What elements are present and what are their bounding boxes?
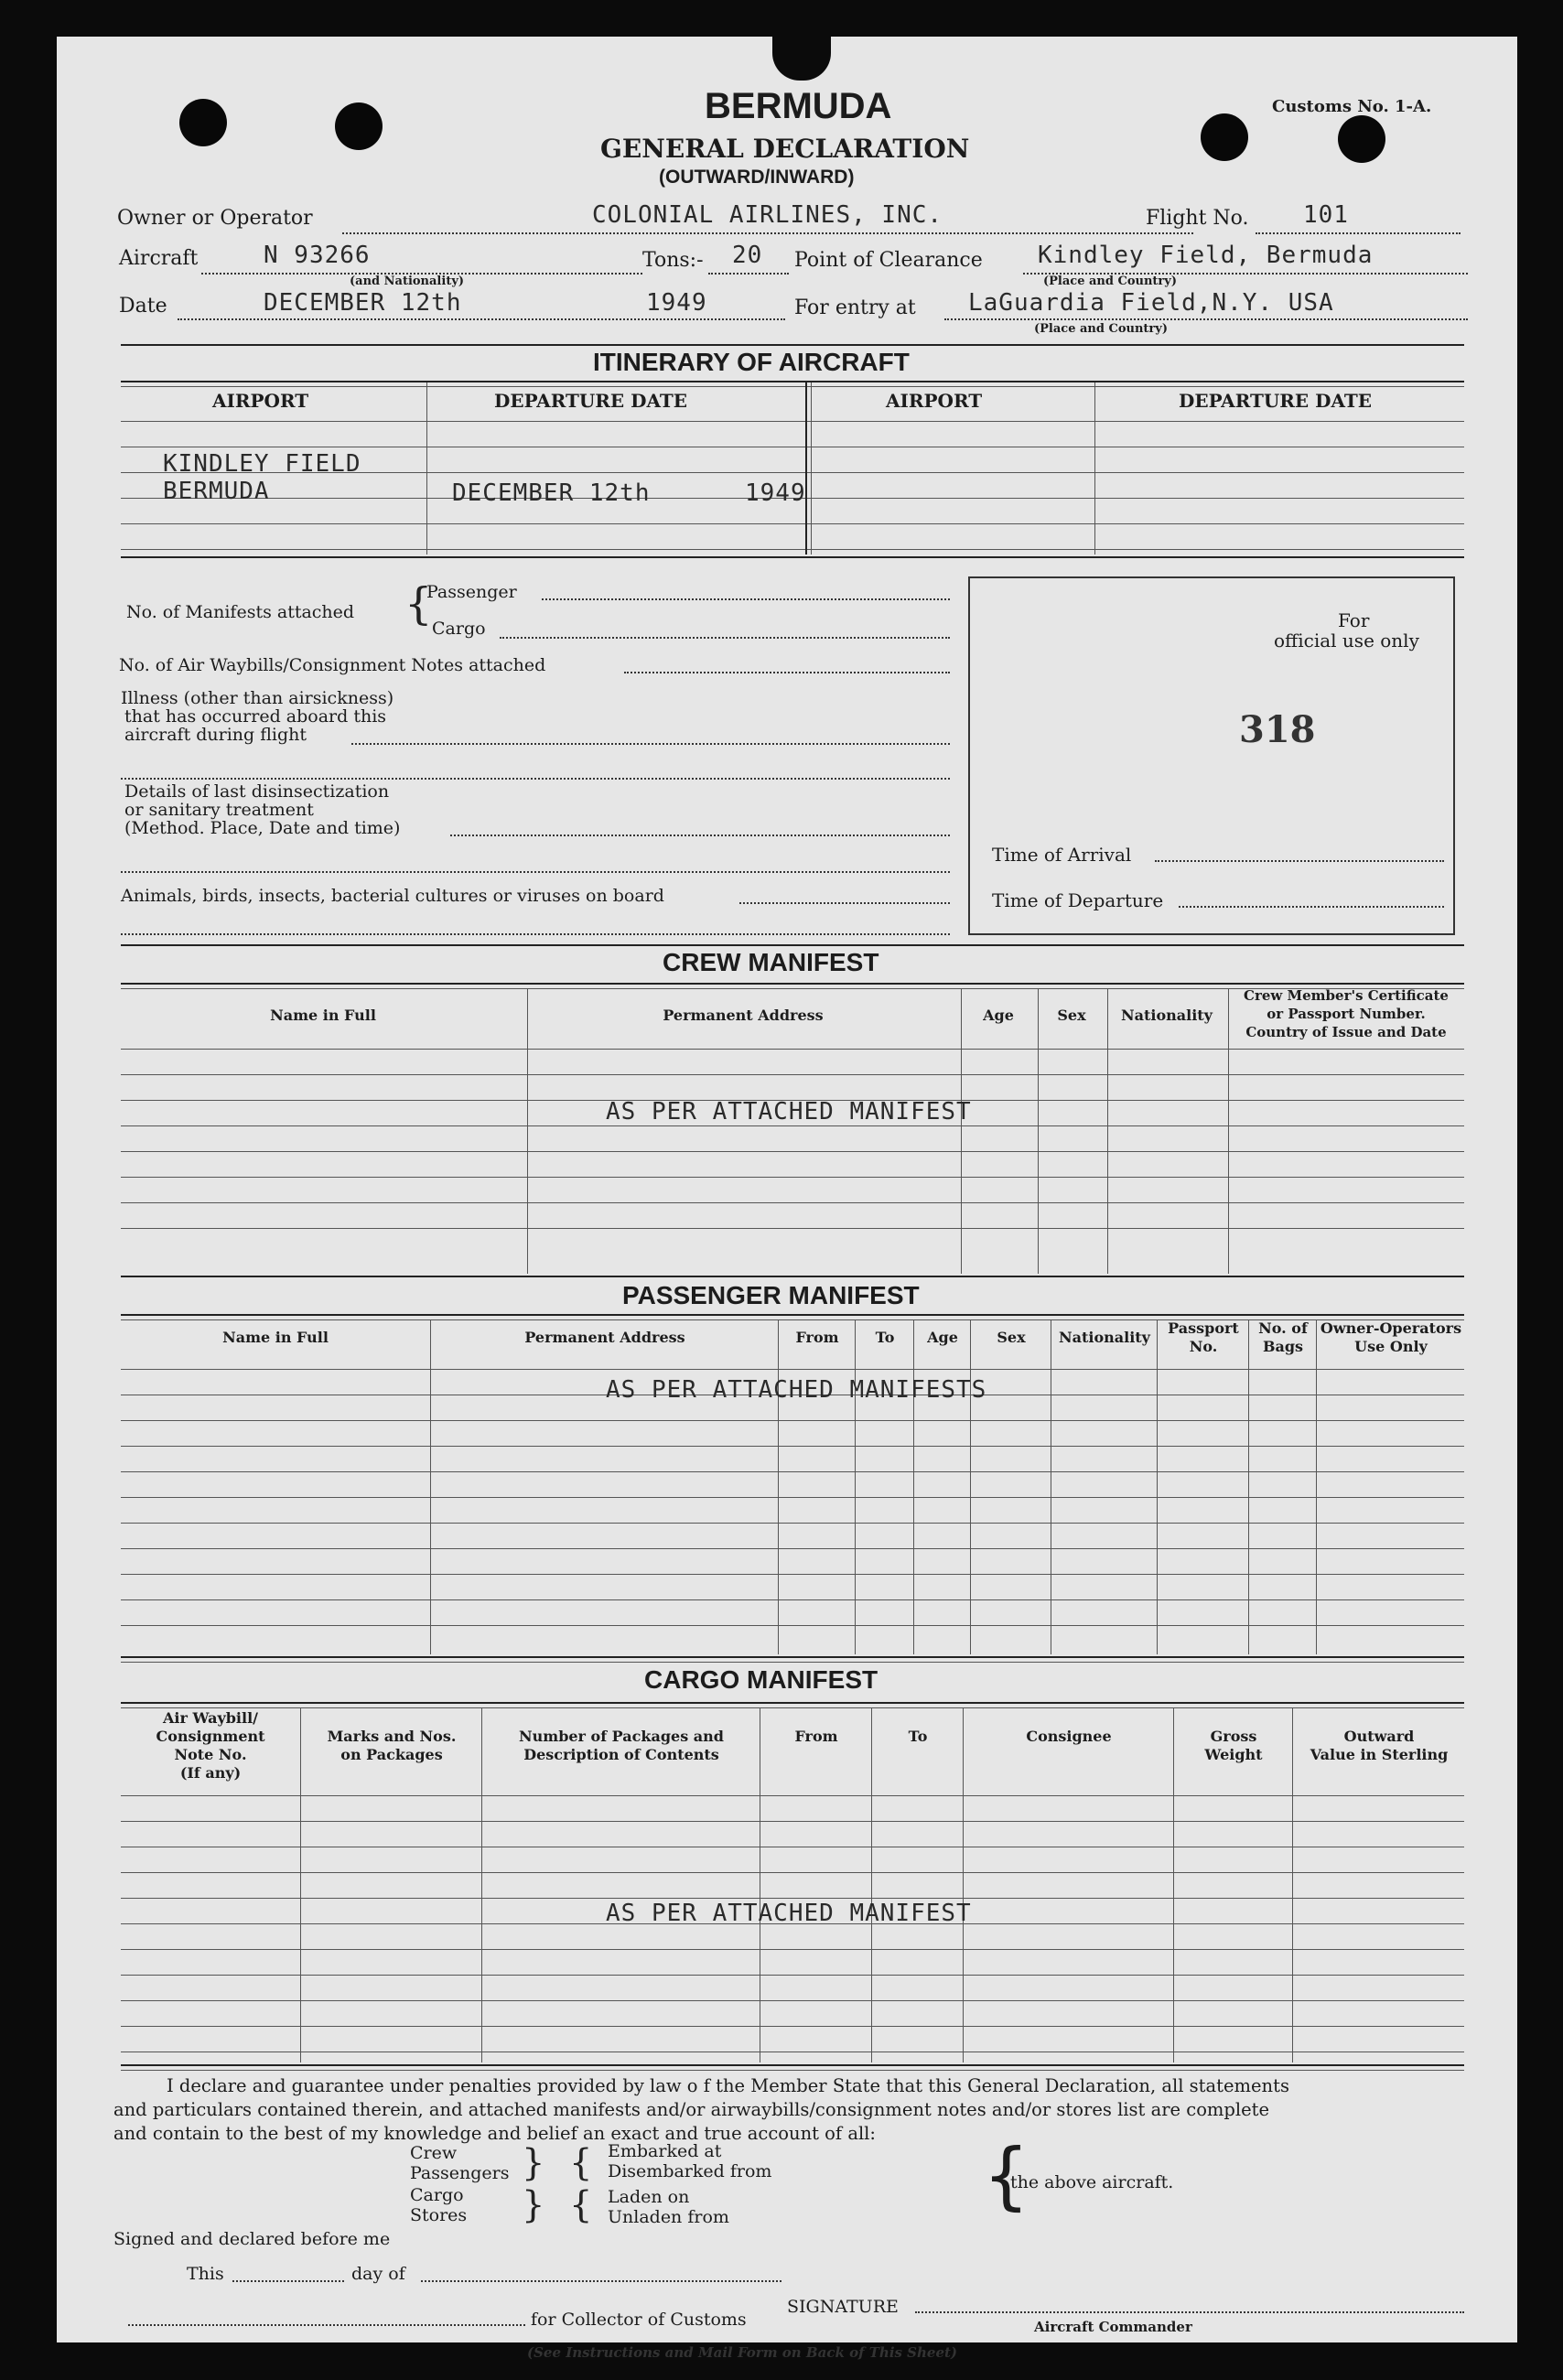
cargo-col-marks-2: on Packages	[340, 1746, 443, 1763]
rule	[121, 1795, 1464, 1796]
torn-notch	[772, 37, 831, 81]
declaration-form	[57, 37, 1517, 2361]
date-value: DECEMBER 12th	[264, 289, 462, 317]
crew-col-certificate-3: Country of Issue and Date	[1245, 1024, 1447, 1040]
rule	[121, 549, 1464, 550]
rule	[121, 983, 1464, 985]
rule	[1038, 988, 1039, 1274]
rule	[121, 1497, 1464, 1498]
disinsect-line-2: or sanitary treatment	[124, 800, 314, 820]
crew-col-name: Name in Full	[270, 1007, 376, 1024]
passenger-col-bags-2: Bags	[1262, 1338, 1304, 1355]
clearance-value: Kindley Field, Bermuda	[1038, 242, 1374, 269]
punch-hole	[335, 102, 383, 150]
passenger-col-address: Permanent Address	[524, 1329, 685, 1346]
crew-col-address: Permanent Address	[663, 1007, 824, 1024]
entry-label: For entry at	[794, 296, 916, 319]
cargo-col-waybill-4: (If any)	[179, 1764, 242, 1782]
manifests-label: No. of Manifests attached	[126, 602, 355, 622]
owner-label: Owner or Operator	[117, 207, 313, 230]
rule	[121, 1548, 1464, 1549]
rule	[121, 1702, 1464, 1704]
rule	[121, 1125, 1464, 1126]
crew-title: CREW MANIFEST	[663, 948, 879, 976]
aircraft-value: N 93266	[264, 242, 371, 269]
disinsect-line-3: (Method. Place, Date and time)	[124, 818, 401, 838]
rule	[121, 1369, 1464, 1370]
itinerary-col-departure: DEPARTURE DATE	[494, 390, 688, 412]
rule	[121, 1898, 1464, 1899]
passenger-col-passport-1: Passport	[1168, 1319, 1239, 1337]
tons-line	[708, 273, 789, 275]
rule	[430, 1319, 431, 1654]
cargo-col-number-2: Description of Contents	[523, 1746, 719, 1763]
time-of-arrival-line	[1155, 860, 1444, 862]
tons-label: Tons:-	[642, 249, 704, 272]
time-of-departure-line	[1179, 906, 1444, 908]
time-of-departure-label: Time of Departure	[992, 889, 1164, 911]
crew-note: AS PER ATTACHED MANIFEST	[606, 1098, 972, 1125]
declaration-cargo: Cargo	[410, 2185, 464, 2205]
itinerary-departure-year: 1949	[745, 479, 806, 507]
passenger-col-bags-1: No. of	[1258, 1319, 1308, 1337]
date-label: Date	[119, 295, 167, 318]
declaration-brace: }	[522, 2142, 545, 2184]
official-use-only: official use only	[1274, 630, 1419, 652]
rule	[1094, 382, 1095, 555]
rule	[121, 2000, 1464, 2001]
illness-line-extra	[121, 778, 950, 780]
entry-line	[944, 318, 1468, 320]
itinerary-col-airport: AIRPORT	[212, 390, 309, 412]
passenger-col-to: To	[875, 1329, 895, 1346]
rule	[121, 1276, 1464, 1277]
collector-line	[128, 2324, 525, 2326]
itinerary-col-departure-2: DEPARTURE DATE	[1179, 390, 1373, 412]
rule	[121, 1662, 1464, 1663]
rule	[963, 1707, 964, 2062]
disinsect-line-1: Details of last disinsectization	[124, 781, 390, 802]
itinerary-title: ITINERARY OF AIRCRAFT	[593, 348, 910, 376]
itinerary-col-airport-2: AIRPORT	[886, 390, 983, 412]
commander-label: Aircraft Commander	[1034, 2319, 1192, 2335]
signature-label: SIGNATURE	[787, 2297, 899, 2317]
owner-value: COLONIAL AIRLINES, INC.	[592, 201, 943, 229]
rule	[121, 1049, 1464, 1050]
disinsect-line	[450, 835, 950, 836]
manifests-cargo-label: Cargo	[432, 619, 486, 639]
rule	[121, 1625, 1464, 1626]
cargo-col-from: From	[794, 1728, 838, 1745]
passenger-col-owner-1: Owner-Operators	[1320, 1319, 1462, 1337]
rule	[1316, 1319, 1317, 1654]
crew-col-certificate-1: Crew Member's Certificate	[1244, 987, 1449, 1004]
punch-hole	[1338, 115, 1385, 163]
rule	[805, 382, 807, 555]
animals-line-extra	[121, 933, 950, 935]
punch-hole	[179, 99, 227, 146]
declaration-disembarked: Disembarked from	[608, 2161, 772, 2181]
passenger-col-sex: Sex	[997, 1329, 1026, 1346]
animals-line	[739, 902, 950, 904]
rule	[300, 1707, 301, 2062]
manifests-passenger-line	[542, 598, 950, 600]
crew-col-nationality: Nationality	[1121, 1007, 1213, 1024]
rule	[121, 1228, 1464, 1229]
declaration-brace: {	[569, 2184, 593, 2226]
rule	[970, 1319, 971, 1654]
official-number: 318	[1239, 708, 1316, 751]
footer-note: (See Instructions and Mail Form on Back of This Sheet)	[527, 2344, 958, 2361]
place-country-note: (Place and Country)	[1043, 275, 1177, 288]
rule	[121, 1151, 1464, 1152]
rule	[961, 988, 962, 1274]
rule	[121, 1202, 1464, 1203]
rule	[913, 1319, 914, 1654]
rule	[121, 1656, 1464, 1658]
cargo-note: AS PER ATTACHED MANIFEST	[606, 1900, 972, 1927]
tons-value: 20	[732, 242, 763, 269]
rule	[121, 1471, 1464, 1472]
cargo-col-gross-2: Weight	[1204, 1746, 1263, 1763]
clearance-label: Point of Clearance	[794, 249, 983, 272]
day-of-label: day of	[351, 2264, 405, 2284]
rule	[811, 382, 812, 555]
waybills-label: No. of Air Waybills/Consignment Notes attached	[119, 655, 546, 675]
rule	[121, 1599, 1464, 1600]
manifests-cargo-line	[500, 637, 950, 639]
passenger-col-nationality: Nationality	[1059, 1329, 1150, 1346]
passenger-col-from: From	[795, 1329, 839, 1346]
illness-line-1: Illness (other than airsickness)	[121, 688, 394, 708]
illness-line-2: that has occurred aboard this	[124, 706, 387, 727]
rule	[426, 382, 427, 555]
rule	[121, 2026, 1464, 2027]
declaration-embarked: Embarked at	[608, 2141, 722, 2161]
manifests-brace: {	[404, 578, 433, 630]
owner-line	[342, 232, 1193, 234]
cargo-col-waybill-1: Air Waybill/	[163, 1709, 258, 1727]
cargo-col-gross-1: Gross	[1210, 1728, 1257, 1745]
rule	[778, 1319, 779, 1654]
rule	[121, 1975, 1464, 1976]
rule	[121, 1074, 1464, 1075]
signed-label: Signed and declared before me	[113, 2229, 391, 2249]
rule	[1248, 1319, 1249, 1654]
passenger-note: AS PER ATTACHED MANIFESTS	[606, 1376, 987, 1404]
entry-value: LaGuardia Field,N.Y. USA	[968, 289, 1334, 317]
rule	[121, 1523, 1464, 1524]
rule	[121, 556, 1464, 558]
collector-label: for Collector of Customs	[531, 2310, 747, 2330]
declaration-above: the above aircraft.	[1010, 2172, 1174, 2192]
rule	[121, 1446, 1464, 1447]
rule	[121, 1420, 1464, 1421]
rule	[121, 1872, 1464, 1873]
this-label: This	[187, 2264, 224, 2284]
declaration-line-2: and particulars contained therein, and attached manifests and/or airwaybills/consignment notes and/or stores list are complete	[113, 2099, 1270, 2120]
passenger-col-owner-2: Use Only	[1354, 1338, 1428, 1355]
rule	[1173, 1707, 1174, 2062]
flight-value: 101	[1303, 201, 1349, 229]
this-line	[232, 2280, 344, 2282]
customs-form-number: Customs No. 1-A.	[1272, 97, 1432, 116]
declaration-passengers: Passengers	[410, 2163, 510, 2183]
cargo-title: CARGO MANIFEST	[644, 1665, 879, 1694]
passenger-title: PASSENGER MANIFEST	[622, 1281, 920, 1309]
rule	[121, 523, 1464, 524]
rule	[121, 344, 1464, 346]
itinerary-departure-value: DECEMBER 12th	[452, 479, 651, 507]
rule	[871, 1707, 872, 2062]
rule	[1107, 988, 1108, 1274]
rule	[121, 2064, 1464, 2066]
crew-col-age: Age	[983, 1007, 1014, 1024]
cargo-col-consignee: Consignee	[1026, 1728, 1112, 1745]
declaration-stores: Stores	[410, 2205, 468, 2225]
cargo-col-waybill-2: Consignment	[156, 1728, 265, 1745]
rule	[481, 1707, 482, 2062]
cargo-col-marks-1: Marks and Nos.	[327, 1728, 457, 1745]
punch-hole	[1201, 113, 1248, 161]
form-title: BERMUDA	[705, 86, 892, 126]
passenger-col-age: Age	[927, 1329, 958, 1346]
declaration-line-1: I declare and guarantee under penalties provided by law o f the Member State that this General Declaration, all statements	[167, 2075, 1289, 2096]
waybills-line	[624, 672, 950, 673]
official-for: For	[1338, 609, 1370, 631]
rule	[855, 1319, 856, 1654]
year-value: 1949	[646, 289, 707, 317]
rule	[1292, 1707, 1293, 2062]
cargo-col-outward-1: Outward	[1343, 1728, 1415, 1745]
day-of-line	[421, 2280, 782, 2282]
declaration-right-brace: {	[983, 2133, 1029, 2218]
flight-line	[1256, 232, 1461, 234]
time-of-arrival-label: Time of Arrival	[992, 844, 1132, 866]
illness-line	[351, 743, 950, 745]
declaration-line-3: and contain to the best of my knowledge and belief an exact and true account of all:	[113, 2123, 876, 2144]
rule	[1228, 988, 1229, 1274]
disinsect-line-extra	[121, 871, 950, 873]
form-direction: (OUTWARD/INWARD)	[659, 167, 855, 188]
rule	[121, 421, 1464, 422]
declaration-brace: }	[522, 2184, 545, 2226]
form-subtitle: GENERAL DECLARATION	[600, 134, 970, 164]
flight-label: Flight No.	[1146, 207, 1249, 230]
rule	[121, 1314, 1464, 1316]
date-line	[178, 318, 785, 320]
nationality-note: (and Nationality)	[350, 275, 465, 288]
rule	[121, 1177, 1464, 1178]
rule	[121, 386, 1464, 387]
passenger-col-passport-2: No.	[1189, 1338, 1218, 1355]
place-country-note-2: (Place and Country)	[1034, 322, 1168, 336]
itinerary-airport-line2: BERMUDA	[163, 478, 270, 505]
declaration-laden: Laden on	[608, 2187, 690, 2207]
cargo-col-waybill-3: Note No.	[174, 1746, 247, 1763]
illness-line-3: aircraft during flight	[124, 725, 307, 745]
declaration-crew: Crew	[410, 2143, 458, 2163]
rule	[121, 1574, 1464, 1575]
rule	[121, 1949, 1464, 1950]
cargo-col-to: To	[908, 1728, 928, 1745]
manifests-passenger-label: Passenger	[426, 582, 517, 602]
crew-col-sex: Sex	[1057, 1007, 1086, 1024]
cargo-col-outward-2: Value in Sterling	[1310, 1746, 1449, 1763]
rule	[1157, 1319, 1158, 1654]
aircraft-label: Aircraft	[119, 247, 199, 270]
rule	[527, 988, 528, 1274]
declaration-unladen: Unladen from	[608, 2207, 729, 2227]
rule	[121, 1707, 1464, 1708]
rule	[121, 944, 1464, 946]
signature-line	[915, 2311, 1464, 2313]
crew-col-certificate-2: or Passport Number.	[1267, 1006, 1426, 1022]
rule	[121, 381, 1464, 382]
rule	[121, 1821, 1464, 1822]
declaration-brace: {	[569, 2142, 593, 2184]
passenger-col-name: Name in Full	[222, 1329, 329, 1346]
itinerary-airport-line1: KINDLEY FIELD	[163, 450, 361, 478]
cargo-col-number-1: Number of Packages and	[519, 1728, 724, 1745]
animals-label: Animals, birds, insects, bacterial cultures or viruses on board	[121, 886, 664, 906]
rule	[121, 2070, 1464, 2071]
